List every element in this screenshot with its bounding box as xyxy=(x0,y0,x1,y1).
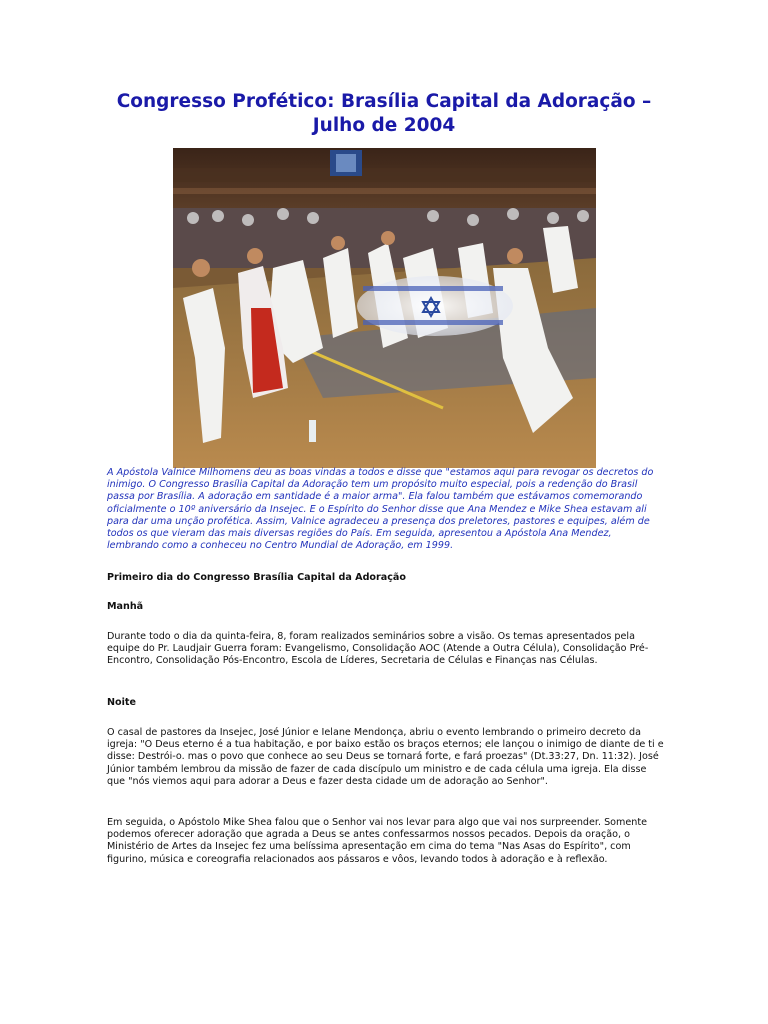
morning-heading: Manhã xyxy=(107,601,144,612)
morning-paragraph: Durante todo o dia da quinta-feira, 8, foram realizados seminários sobre a visão. Os temas apresentados pela equipe do Pr. Laudjair Guerra foram: Evangelismo, Consolidação AOC (Atende a Outra Célula), Consolidação Pré-Encontro, Consolidação Pós-Encontro, Escola de Líderes, Secretaria de Células e Finanças nas Células. xyxy=(107,631,649,667)
page-title: Congresso Profético: Brasília Capital da Adoração – Julho de 2004 xyxy=(116,91,652,136)
night-heading: Noite xyxy=(107,697,137,708)
photo-caption: A Apóstola Valnice Milhomens deu as boas vindas a todos e disse que "estamos aqui para revogar os decretos do inimigo. O Congresso Brasília Capital da Adoração tem um propósito muito especial, pois a redenção do Brasil passa por Brasília. A adoração em santidade é a maior arma". Ela falou também que estávamos comemorando oficialmente o 10º aniversário da Insejec. E o Espírito do Senhor disse que Ana Mendez e Mike Shea estavam ali para dar uma unção profética. Assim, Valnice agradeceu a presença dos preletores, pastores e equipes, além de todos os que vieram das mais diversas regiões do País. Em seguida, apresentou a Apóstola Ana Mendez, lembrando como a conheceu no Centro Mundial de Adoração, em 1999. xyxy=(107,467,654,552)
worship-dance-photo xyxy=(173,148,596,468)
day-heading: Primeiro dia do Congresso Brasília Capital da Adoração xyxy=(107,572,406,583)
night-paragraph-1: O casal de pastores da Insejec, José Júnior e Ielane Mendonça, abriu o evento lembrando o primeiro decreto da igreja: "O Deus eterno é a tua habitação, e por baixo estão os braços eternos; ele lançou o inimigo de diante de ti e disse: Destrói-o. mas o povo que conhece ao seu Deus se tornará forte, e fará proezas" (Dt.33:27, Dn. 11:32). José Júnior também lembrou da missão de fazer de cada discípulo um ministro e de cada célula uma igreja. Ela disse que "nós viemos aqui para adorar a Deus e fazer desta cidade um de adoração ao Senhor". xyxy=(107,727,664,787)
night-paragraph-2: Em seguida, o Apóstolo Mike Shea falou que o Senhor vai nos levar para algo que vai nos surpreender. Somente podemos oferecer adoração que agrada a Deus se antes confessarmos nossos pecados. Depois da oração, o Ministério de Artes da Insejec fez uma belíssima apresentação em cima do tema "Nas Asas do Espírito", com figurino, música e coreografia relacionados aos pássaros e vôos, levando todos à adoração e à reflexão. xyxy=(107,817,648,865)
